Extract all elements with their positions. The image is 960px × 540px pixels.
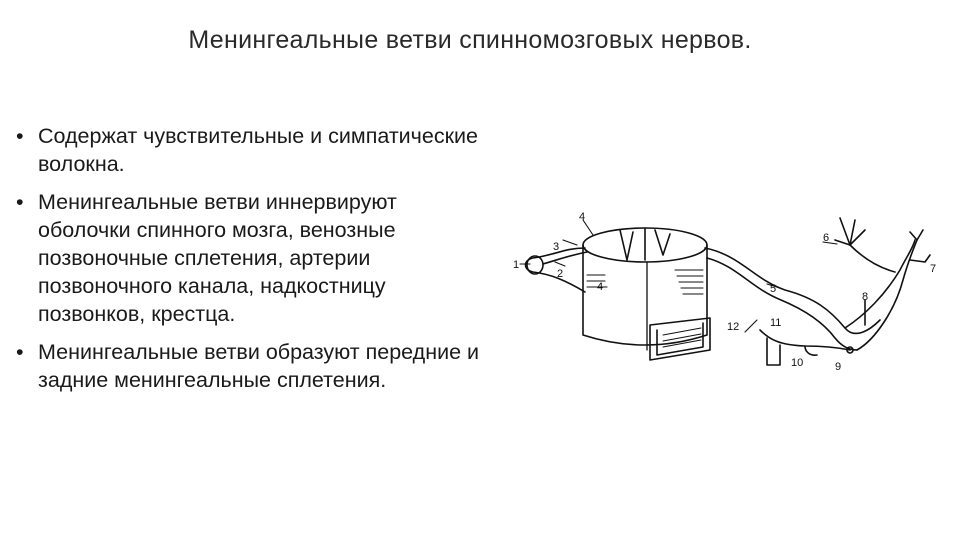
bullet-dot: •: [16, 124, 24, 148]
label-4: 4: [579, 211, 586, 223]
bullet-item: [14, 122, 484, 178]
label-1: 1: [513, 259, 520, 271]
bullet-item: [14, 338, 484, 394]
label-6: 6: [823, 232, 830, 244]
bullet-text: Менингеальные ветви иннервируют оболочки спинного мозга, венозные позвоночные сплетения, артерии позвоночного канала, надкостницу позвонков, крестца.: [38, 190, 397, 326]
label-4b: 4: [597, 281, 604, 293]
label-3: 3: [553, 241, 560, 253]
bullet-dot: •: [16, 190, 24, 214]
label-8: 8: [862, 291, 869, 303]
label-10: 10: [791, 357, 804, 369]
vertebra-fragment: [650, 318, 710, 360]
slide-title: Менингеальные ветви спинномозговых нервов.: [188, 26, 752, 54]
label-5: 5: [770, 283, 777, 295]
spinal-nerve-diagram: [505, 200, 950, 385]
meningeal-branch: [760, 330, 853, 365]
label-2: 2: [557, 268, 564, 280]
bullet-text: Содержат чувствительные и симпатические волокна.: [38, 124, 478, 176]
label-9: 9: [835, 361, 842, 373]
label-11: 11: [770, 317, 782, 329]
bullet-dot: •: [16, 340, 24, 364]
bullet-item: [14, 188, 484, 328]
diagram-labels: [513, 211, 936, 373]
bullet-text: Менингеальные ветви образуют передние и задние менингеальные сплетения.: [38, 340, 480, 392]
bullet-list: [14, 122, 484, 404]
label-12: 12: [727, 321, 740, 333]
label-7: 7: [930, 263, 937, 275]
